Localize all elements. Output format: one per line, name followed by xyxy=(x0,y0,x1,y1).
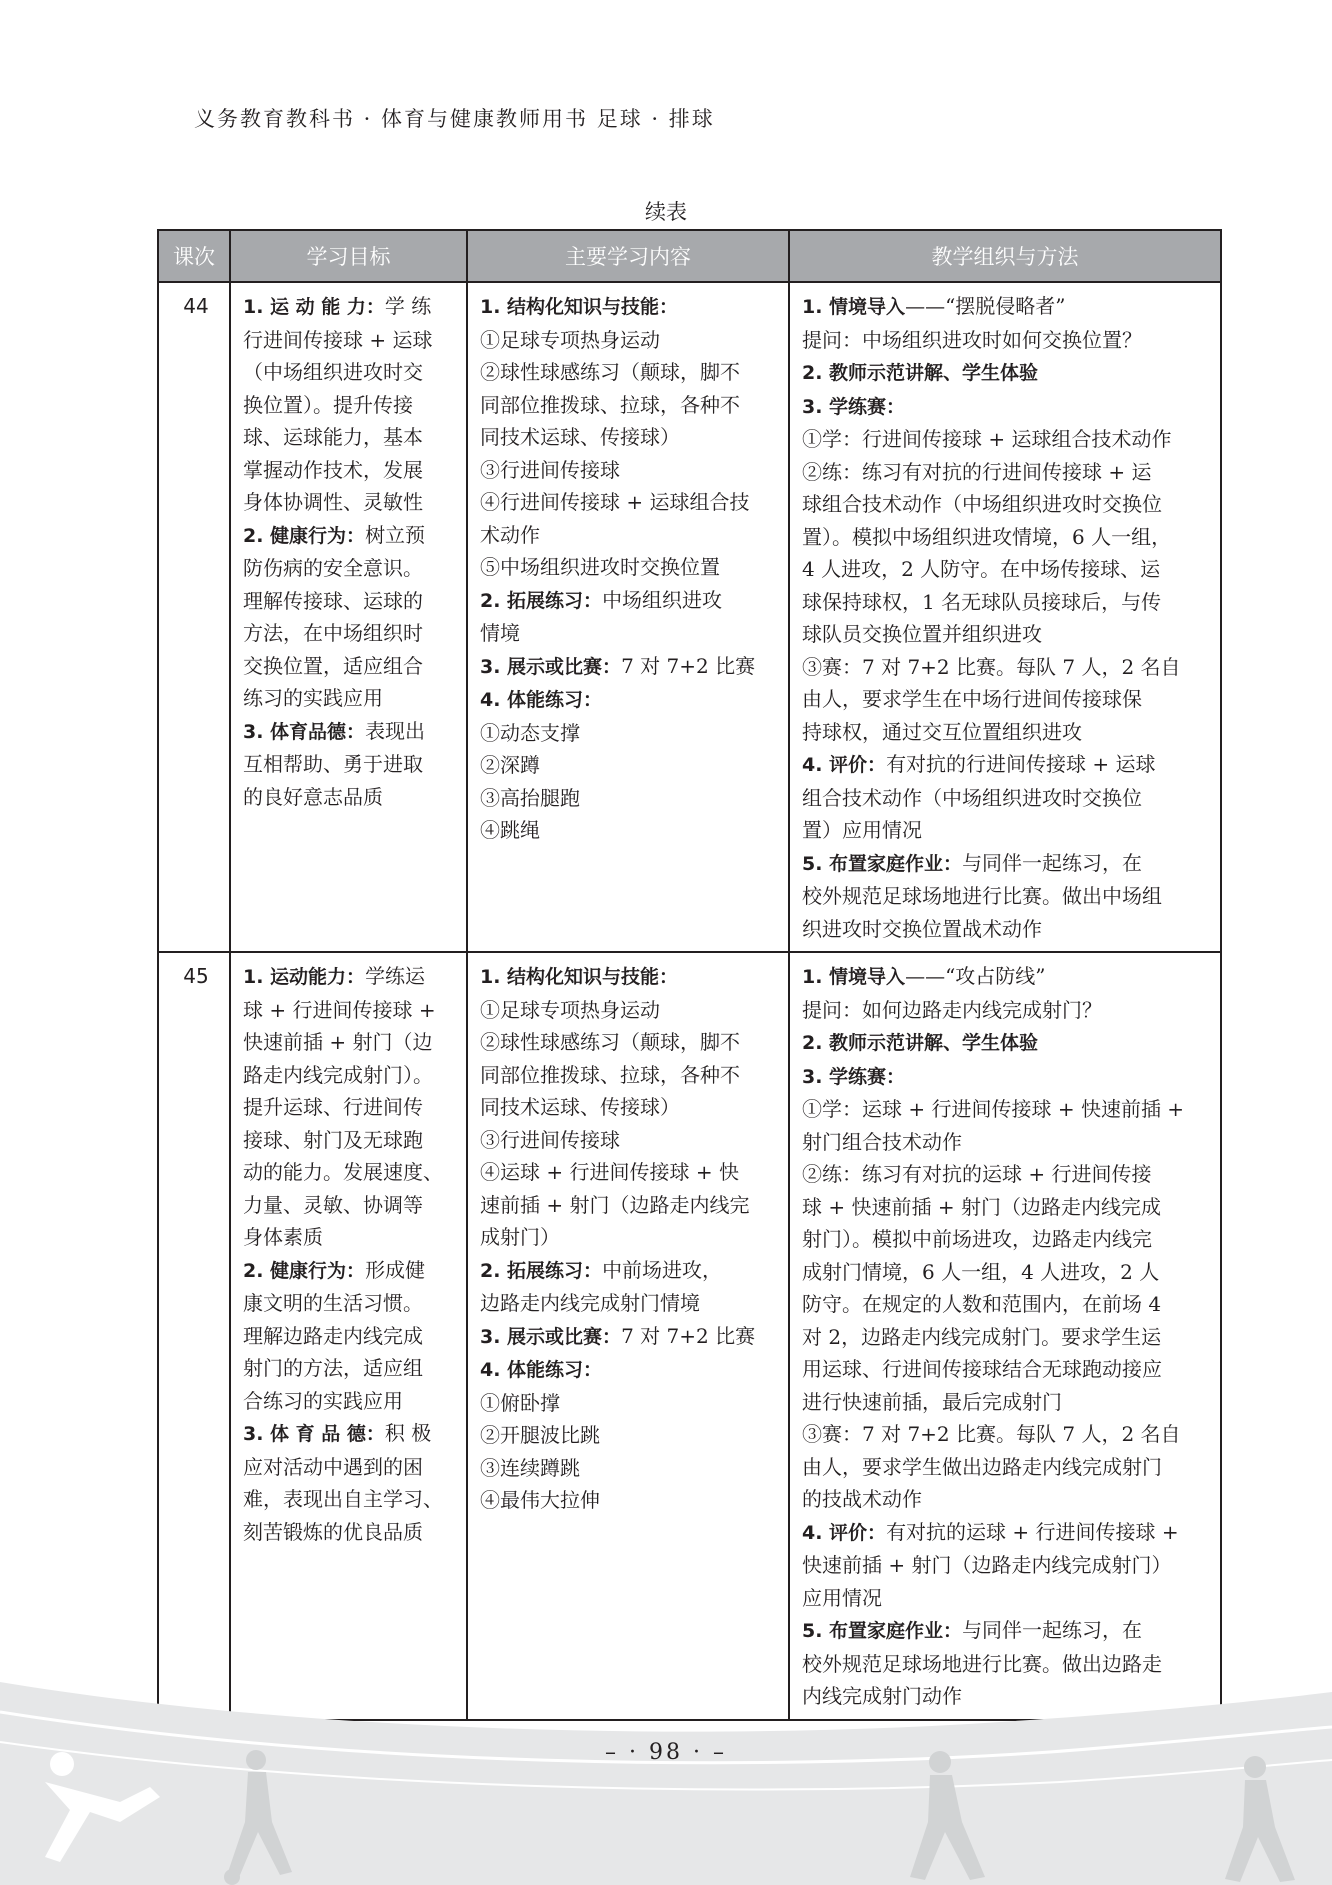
cell-line xyxy=(243,1026,458,1059)
cell-line xyxy=(802,1223,1212,1256)
cell-line xyxy=(802,880,1212,913)
cell-text: 快速前插 + 射门（边路走内线完成射门） xyxy=(802,1553,1172,1577)
cell-text: 球队员交换位置并组织进攻 xyxy=(802,622,1042,646)
cell-text: ④运球 + 行进间传接球 + 快 xyxy=(480,1160,739,1184)
cell-text: ②球性球感练习（颠球，脚不 xyxy=(480,360,740,384)
cell-line xyxy=(802,994,1212,1027)
cell-line xyxy=(802,651,1212,684)
section-heading: 2. 拓展练习： xyxy=(480,589,603,612)
section-heading: 4. 体能练习： xyxy=(480,1359,603,1381)
cell-line xyxy=(480,1287,780,1320)
cell-line xyxy=(480,1484,780,1517)
lesson-number: 45 xyxy=(158,952,230,1720)
cell-line xyxy=(802,1451,1212,1484)
lesson-number: 44 xyxy=(158,282,230,952)
section-heading: 3. 学练赛： xyxy=(802,1065,906,1088)
cell-text: 交换位置，适应组合 xyxy=(243,653,423,678)
cell-text: ③行进间传接球 xyxy=(480,1127,620,1152)
cell-text: ①俯卧撑 xyxy=(480,1390,560,1415)
cell-text: 身体协调性、灵敏性 xyxy=(243,490,423,514)
cell-line xyxy=(243,1451,458,1484)
cell-text: 学 练 xyxy=(384,294,432,318)
cell-text: ②开腿波比跳 xyxy=(480,1423,600,1447)
cell-line xyxy=(480,782,780,815)
cell-line xyxy=(802,1418,1212,1451)
cell-text: 合练习的实践应用 xyxy=(243,1388,403,1413)
cell-line xyxy=(243,682,458,715)
col-header-method: 教学组织与方法 xyxy=(789,230,1221,282)
cell-text: 7 对 7+2 比赛 xyxy=(621,653,756,678)
cell-line xyxy=(802,1321,1212,1354)
cell-text: 应用情况 xyxy=(802,1585,882,1610)
cell-line xyxy=(480,617,780,650)
cell-line xyxy=(243,960,458,994)
cell-text: 提升运球、行进间传 xyxy=(243,1095,423,1119)
content-cell xyxy=(467,952,789,1720)
cell-line xyxy=(243,1221,458,1254)
cell-line xyxy=(243,650,458,683)
table-caption: 续表 xyxy=(645,200,687,224)
cell-line xyxy=(480,1452,780,1485)
cell-line xyxy=(802,1516,1212,1550)
cell-line xyxy=(802,618,1212,651)
cell-text: 形成健 xyxy=(365,1257,426,1282)
table-row xyxy=(158,282,1221,952)
cell-text: 防守。在规定的人数和范围内，在前场 4 xyxy=(802,1292,1162,1316)
cell-line xyxy=(480,1059,780,1092)
section-heading: 3. 体 育 品 德： xyxy=(243,1423,385,1445)
cell-line xyxy=(480,421,780,454)
cell-text: 快速前插 + 射门（边 xyxy=(243,1030,433,1054)
section-heading: 3. 学练赛： xyxy=(802,395,906,418)
cell-line xyxy=(243,324,458,357)
cell-text: 球保持球权，1 名无球队员接球后，与传 xyxy=(802,589,1162,614)
cell-line xyxy=(480,519,780,552)
cell-line xyxy=(480,584,780,618)
cell-text: 持球权，通过交互位置组织进攻 xyxy=(802,719,1082,744)
cell-text: 力量、灵敏、协调等 xyxy=(243,1192,423,1217)
cell-text: 提问：如何边路走内线完成射门？ xyxy=(802,997,1102,1022)
cell-text: 术动作 xyxy=(480,522,540,547)
cell-line xyxy=(802,488,1212,521)
cell-text: 积 极 xyxy=(384,1421,432,1445)
cell-line xyxy=(802,1483,1212,1516)
cell-text: 难，表现出自主学习、 xyxy=(243,1487,443,1511)
cell-line xyxy=(480,1387,780,1420)
cell-text: ①动态支撑 xyxy=(480,720,580,745)
cell-text: 组合技术动作（中场组织进攻时交换位 xyxy=(802,785,1142,810)
lesson-plan-table xyxy=(157,229,1222,1721)
cell-line xyxy=(243,585,458,618)
cell-text: ③高抬腿跑 xyxy=(480,785,580,810)
cell-line xyxy=(480,1320,780,1354)
cell-text: ③行进间传接球 xyxy=(480,457,620,482)
cell-line xyxy=(802,1256,1212,1289)
cell-text: ①足球专项热身运动 xyxy=(480,327,660,352)
cell-text: 中场组织进攻 xyxy=(602,587,723,612)
cell-line xyxy=(802,1582,1212,1615)
cell-text: 方法，在中场组织时 xyxy=(243,621,423,645)
section-heading: 4. 体能练习： xyxy=(480,689,603,711)
cell-text: 成射门情境，6 人一组，4 人进攻，2 人 xyxy=(802,1259,1160,1284)
cell-text: 置）。模拟中场组织进攻情境，6 人一组， xyxy=(802,524,1172,549)
cell-line xyxy=(802,456,1212,489)
cell-text: 有对抗的运球 + 行进间传接球 + xyxy=(886,1519,1179,1544)
cell-line xyxy=(480,683,780,717)
cell-line xyxy=(243,519,458,553)
cell-line xyxy=(243,748,458,781)
cell-text: 速前插 + 射门（边路走内线完 xyxy=(480,1192,750,1217)
cell-text: 校外规范足球场地进行比赛。做出中场组 xyxy=(802,884,1162,908)
cell-line xyxy=(243,1516,458,1549)
cell-text: 的技战术动作 xyxy=(802,1487,922,1511)
section-heading: 3. 体育品德： xyxy=(243,720,366,743)
cell-line xyxy=(480,389,780,422)
cell-line xyxy=(480,1353,780,1387)
cell-text: 校外规范足球场地进行比赛。做出边路走 xyxy=(802,1651,1162,1676)
cell-line xyxy=(802,1060,1212,1094)
cell-line xyxy=(802,913,1212,946)
cell-line xyxy=(480,290,780,324)
cell-text: 由人，要求学生在中场行进间传接球保 xyxy=(802,687,1142,711)
cell-line xyxy=(480,814,780,847)
cell-text: ②深蹲 xyxy=(480,753,540,777)
cell-text: ②练：练习有对抗的运球 + 行进间传接 xyxy=(802,1162,1152,1186)
cell-line xyxy=(802,290,1212,324)
cell-text: 身体素质 xyxy=(243,1225,323,1249)
cell-line xyxy=(243,1385,458,1418)
cell-text: 进行快速前插，最后完成射门 xyxy=(802,1389,1062,1414)
cell-line xyxy=(480,1026,780,1059)
cell-line xyxy=(802,423,1212,456)
cell-line xyxy=(480,324,780,357)
cell-text: ——“攻占防线” xyxy=(905,964,1046,988)
cell-text: 康文明的生活习惯。 xyxy=(243,1291,423,1315)
cell-text: 掌握动作技术，发展 xyxy=(243,457,423,482)
cell-line xyxy=(802,553,1212,586)
cell-line xyxy=(480,1419,780,1452)
section-heading: 2. 教师示范讲解、学生体验 xyxy=(802,1032,1039,1054)
cell-text: 中前场进攻， xyxy=(602,1257,723,1282)
section-heading: 1. 结构化知识与技能： xyxy=(480,966,679,988)
cell-text: 同技术运球、传接球） xyxy=(480,425,680,449)
cell-line xyxy=(802,1191,1212,1224)
decorative-footer-band xyxy=(0,1672,1332,1885)
cell-line xyxy=(243,389,458,422)
cell-text: 情境 xyxy=(480,621,520,645)
method-cell xyxy=(789,952,1221,1720)
section-heading: 2. 拓展练习： xyxy=(480,1259,603,1282)
cell-line xyxy=(480,486,780,519)
cell-text: 提问：中场组织进攻时如何交换位置？ xyxy=(802,327,1142,352)
cell-line xyxy=(243,1124,458,1157)
section-heading: 1. 情境导入 xyxy=(802,966,906,988)
cell-line xyxy=(802,1386,1212,1419)
cell-line xyxy=(802,324,1212,357)
cell-line xyxy=(802,1026,1212,1060)
cell-text: ③赛：7 对 7+2 比赛。每队 7 人，2 名自 xyxy=(802,654,1181,679)
cell-line xyxy=(480,1254,780,1288)
cell-line xyxy=(802,390,1212,424)
cell-line xyxy=(802,748,1212,782)
cell-text: ⑤中场组织进攻时交换位置 xyxy=(480,555,720,579)
col-header-goals: 学习目标 xyxy=(230,230,467,282)
cell-line xyxy=(243,454,458,487)
section-heading: 3. 展示或比赛： xyxy=(480,655,622,678)
cell-line xyxy=(480,717,780,750)
cell-line xyxy=(243,1287,458,1320)
table-row xyxy=(158,952,1221,1720)
cell-text: ④最伟大拉伸 xyxy=(480,1488,600,1512)
cell-line xyxy=(802,1126,1212,1159)
cell-text: 练习的实践应用 xyxy=(243,686,383,710)
cell-text: 内线完成射门动作 xyxy=(802,1684,962,1708)
cell-line xyxy=(802,1288,1212,1321)
cell-text: 成射门） xyxy=(480,1225,560,1249)
cell-text: 学练运 xyxy=(365,964,426,988)
cell-line xyxy=(243,552,458,585)
section-heading: 1. 运 动 能 力： xyxy=(243,296,385,318)
goals-cell xyxy=(230,952,467,1720)
cell-line xyxy=(802,356,1212,390)
cell-text: 与同伴一起练习，在 xyxy=(962,1618,1143,1642)
cell-line xyxy=(802,1614,1212,1648)
cell-text: 行进间传接球 + 运球 xyxy=(243,327,433,352)
col-header-content: 主要学习内容 xyxy=(467,230,789,282)
cell-line xyxy=(243,715,458,749)
cell-text: ①学：行进间传接球 + 运球组合技术动作 xyxy=(802,427,1172,451)
cell-line xyxy=(480,1156,780,1189)
cell-line xyxy=(243,486,458,519)
cell-text: ④跳绳 xyxy=(480,818,540,842)
cell-line xyxy=(243,1352,458,1385)
cell-text: 同技术运球、传接球） xyxy=(480,1095,680,1119)
running-header: 义务教育教科书 · 体育与健康教师用书 足球 · 排球 xyxy=(194,107,715,131)
section-heading: 4. 评价： xyxy=(802,1521,887,1544)
cell-text: 有对抗的行进间传接球 + 运球 xyxy=(886,752,1156,776)
cell-text: ③连续蹲跳 xyxy=(480,1455,580,1480)
cell-text: 换位置）。提升传接 xyxy=(243,392,413,417)
cell-text: 织进攻时交换位置战术动作 xyxy=(802,916,1042,941)
section-heading: 2. 教师示范讲解、学生体验 xyxy=(802,362,1039,384)
cell-line xyxy=(802,1353,1212,1386)
cell-text: 射门）。模拟中前场进攻，边路走内线完 xyxy=(802,1227,1152,1251)
section-heading: 2. 健康行为： xyxy=(243,1259,366,1282)
cell-line xyxy=(480,551,780,584)
method-cell xyxy=(789,282,1221,952)
cell-text: 球组合技术动作（中场组织进攻时交换位 xyxy=(802,492,1162,516)
cell-text: 同部位推拨球、拉球，各种不 xyxy=(480,392,740,417)
section-heading: 5. 布置家庭作业： xyxy=(802,1620,963,1642)
section-heading: 2. 健康行为： xyxy=(243,524,366,547)
cell-text: 对 2，边路走内线完成射门。要求学生运 xyxy=(802,1324,1162,1349)
cell-text: 树立预 xyxy=(365,522,426,547)
cell-line xyxy=(802,960,1212,994)
content-cell xyxy=(467,282,789,952)
cell-text: 理解边路走内线完成 xyxy=(243,1323,423,1348)
cell-text: ——“摆脱侵略者” xyxy=(905,294,1066,318)
cell-text: 表现出 xyxy=(365,718,426,743)
cell-text: 置）应用情况 xyxy=(802,818,922,842)
cell-text: 动的能力。发展速度、 xyxy=(243,1160,443,1184)
cell-text: 互相帮助、勇于进取 xyxy=(243,752,423,776)
cell-line xyxy=(480,650,780,684)
cell-text: 4 人进攻，2 人防守。在中场传接球、运 xyxy=(802,557,1161,581)
cell-text: 与同伴一起练习，在 xyxy=(962,850,1143,875)
cell-line xyxy=(480,454,780,487)
cell-line xyxy=(480,1221,780,1254)
cell-line xyxy=(802,847,1212,881)
cell-line xyxy=(243,1156,458,1189)
cell-text: 同部位推拨球、拉球，各种不 xyxy=(480,1062,740,1087)
cell-text: 刻苦锻炼的优良品质 xyxy=(243,1519,423,1544)
cell-text: 路走内线完成射门）。 xyxy=(243,1062,433,1087)
cell-text: 由人，要求学生做出边路走内线完成射门 xyxy=(802,1454,1162,1479)
cell-text: ④行进间传接球 + 运球组合技 xyxy=(480,490,750,514)
cell-line xyxy=(802,683,1212,716)
goals-cell xyxy=(230,282,467,952)
section-heading: 5. 布置家庭作业： xyxy=(802,852,963,875)
cell-line xyxy=(480,749,780,782)
cell-line xyxy=(480,1124,780,1157)
cell-line xyxy=(802,586,1212,619)
cell-text: 用运球、行进间传接球结合无球跑动接应 xyxy=(802,1357,1162,1381)
cell-line xyxy=(243,1254,458,1288)
cell-line xyxy=(802,814,1212,847)
table-header-row xyxy=(158,230,1221,282)
cell-line xyxy=(243,1483,458,1516)
cell-line xyxy=(243,1059,458,1092)
cell-text: ①足球专项热身运动 xyxy=(480,997,660,1022)
col-header-lesson: 课次 xyxy=(158,230,230,282)
cell-line xyxy=(802,1158,1212,1191)
cell-line xyxy=(243,1189,458,1222)
page-number: – · 98 · – xyxy=(605,1740,727,1765)
section-heading: 1. 结构化知识与技能： xyxy=(480,296,679,318)
cell-line xyxy=(243,421,458,454)
cell-text: ③赛：7 对 7+2 比赛。每队 7 人，2 名自 xyxy=(802,1422,1181,1446)
cell-text: 的良好意志品质 xyxy=(243,784,383,809)
cell-text: 接球、射门及无球跑 xyxy=(243,1127,423,1152)
cell-line xyxy=(480,356,780,389)
cell-text: 球 + 行进间传接球 + xyxy=(243,997,436,1022)
cell-text: 7 对 7+2 比赛 xyxy=(621,1323,756,1348)
cell-text: 防伤病的安全意识。 xyxy=(243,556,423,580)
cell-line xyxy=(802,521,1212,554)
cell-line xyxy=(480,960,780,994)
cell-text: 应对活动中遇到的困 xyxy=(243,1454,423,1479)
cell-text: ②练：练习有对抗的行进间传接球 + 运 xyxy=(802,459,1152,484)
section-heading: 1. 情境导入 xyxy=(802,296,906,318)
cell-text: 射门组合技术动作 xyxy=(802,1129,962,1154)
cell-text: 球、运球能力，基本 xyxy=(243,425,423,449)
cell-line xyxy=(243,617,458,650)
cell-line xyxy=(243,1091,458,1124)
cell-text: 射门的方法，适应组 xyxy=(243,1356,423,1380)
cell-line xyxy=(243,356,458,389)
cell-line xyxy=(243,1417,458,1451)
section-heading: 4. 评价： xyxy=(802,754,887,776)
cell-text: （中场组织进攻时交 xyxy=(243,360,423,384)
section-heading: 1. 运动能力： xyxy=(243,966,366,988)
cell-line xyxy=(480,1189,780,1222)
cell-line xyxy=(802,1093,1212,1126)
cell-text: 球 + 快速前插 + 射门（边路走内线完成 xyxy=(802,1194,1161,1219)
cell-line xyxy=(802,1549,1212,1582)
cell-line xyxy=(243,290,458,324)
cell-text: 理解传接球、运球的 xyxy=(243,588,423,613)
cell-line xyxy=(243,781,458,814)
cell-line xyxy=(243,1320,458,1353)
cell-text: 边路走内线完成射门情境 xyxy=(480,1291,700,1315)
cell-line xyxy=(480,1091,780,1124)
cell-line xyxy=(480,994,780,1027)
cell-line xyxy=(802,716,1212,749)
cell-text: ②球性球感练习（颠球，脚不 xyxy=(480,1030,740,1054)
cell-line xyxy=(243,994,458,1027)
section-heading: 3. 展示或比赛： xyxy=(480,1325,622,1348)
cell-text: ①学：运球 + 行进间传接球 + 快速前插 + xyxy=(802,1097,1185,1121)
cell-line xyxy=(802,782,1212,815)
